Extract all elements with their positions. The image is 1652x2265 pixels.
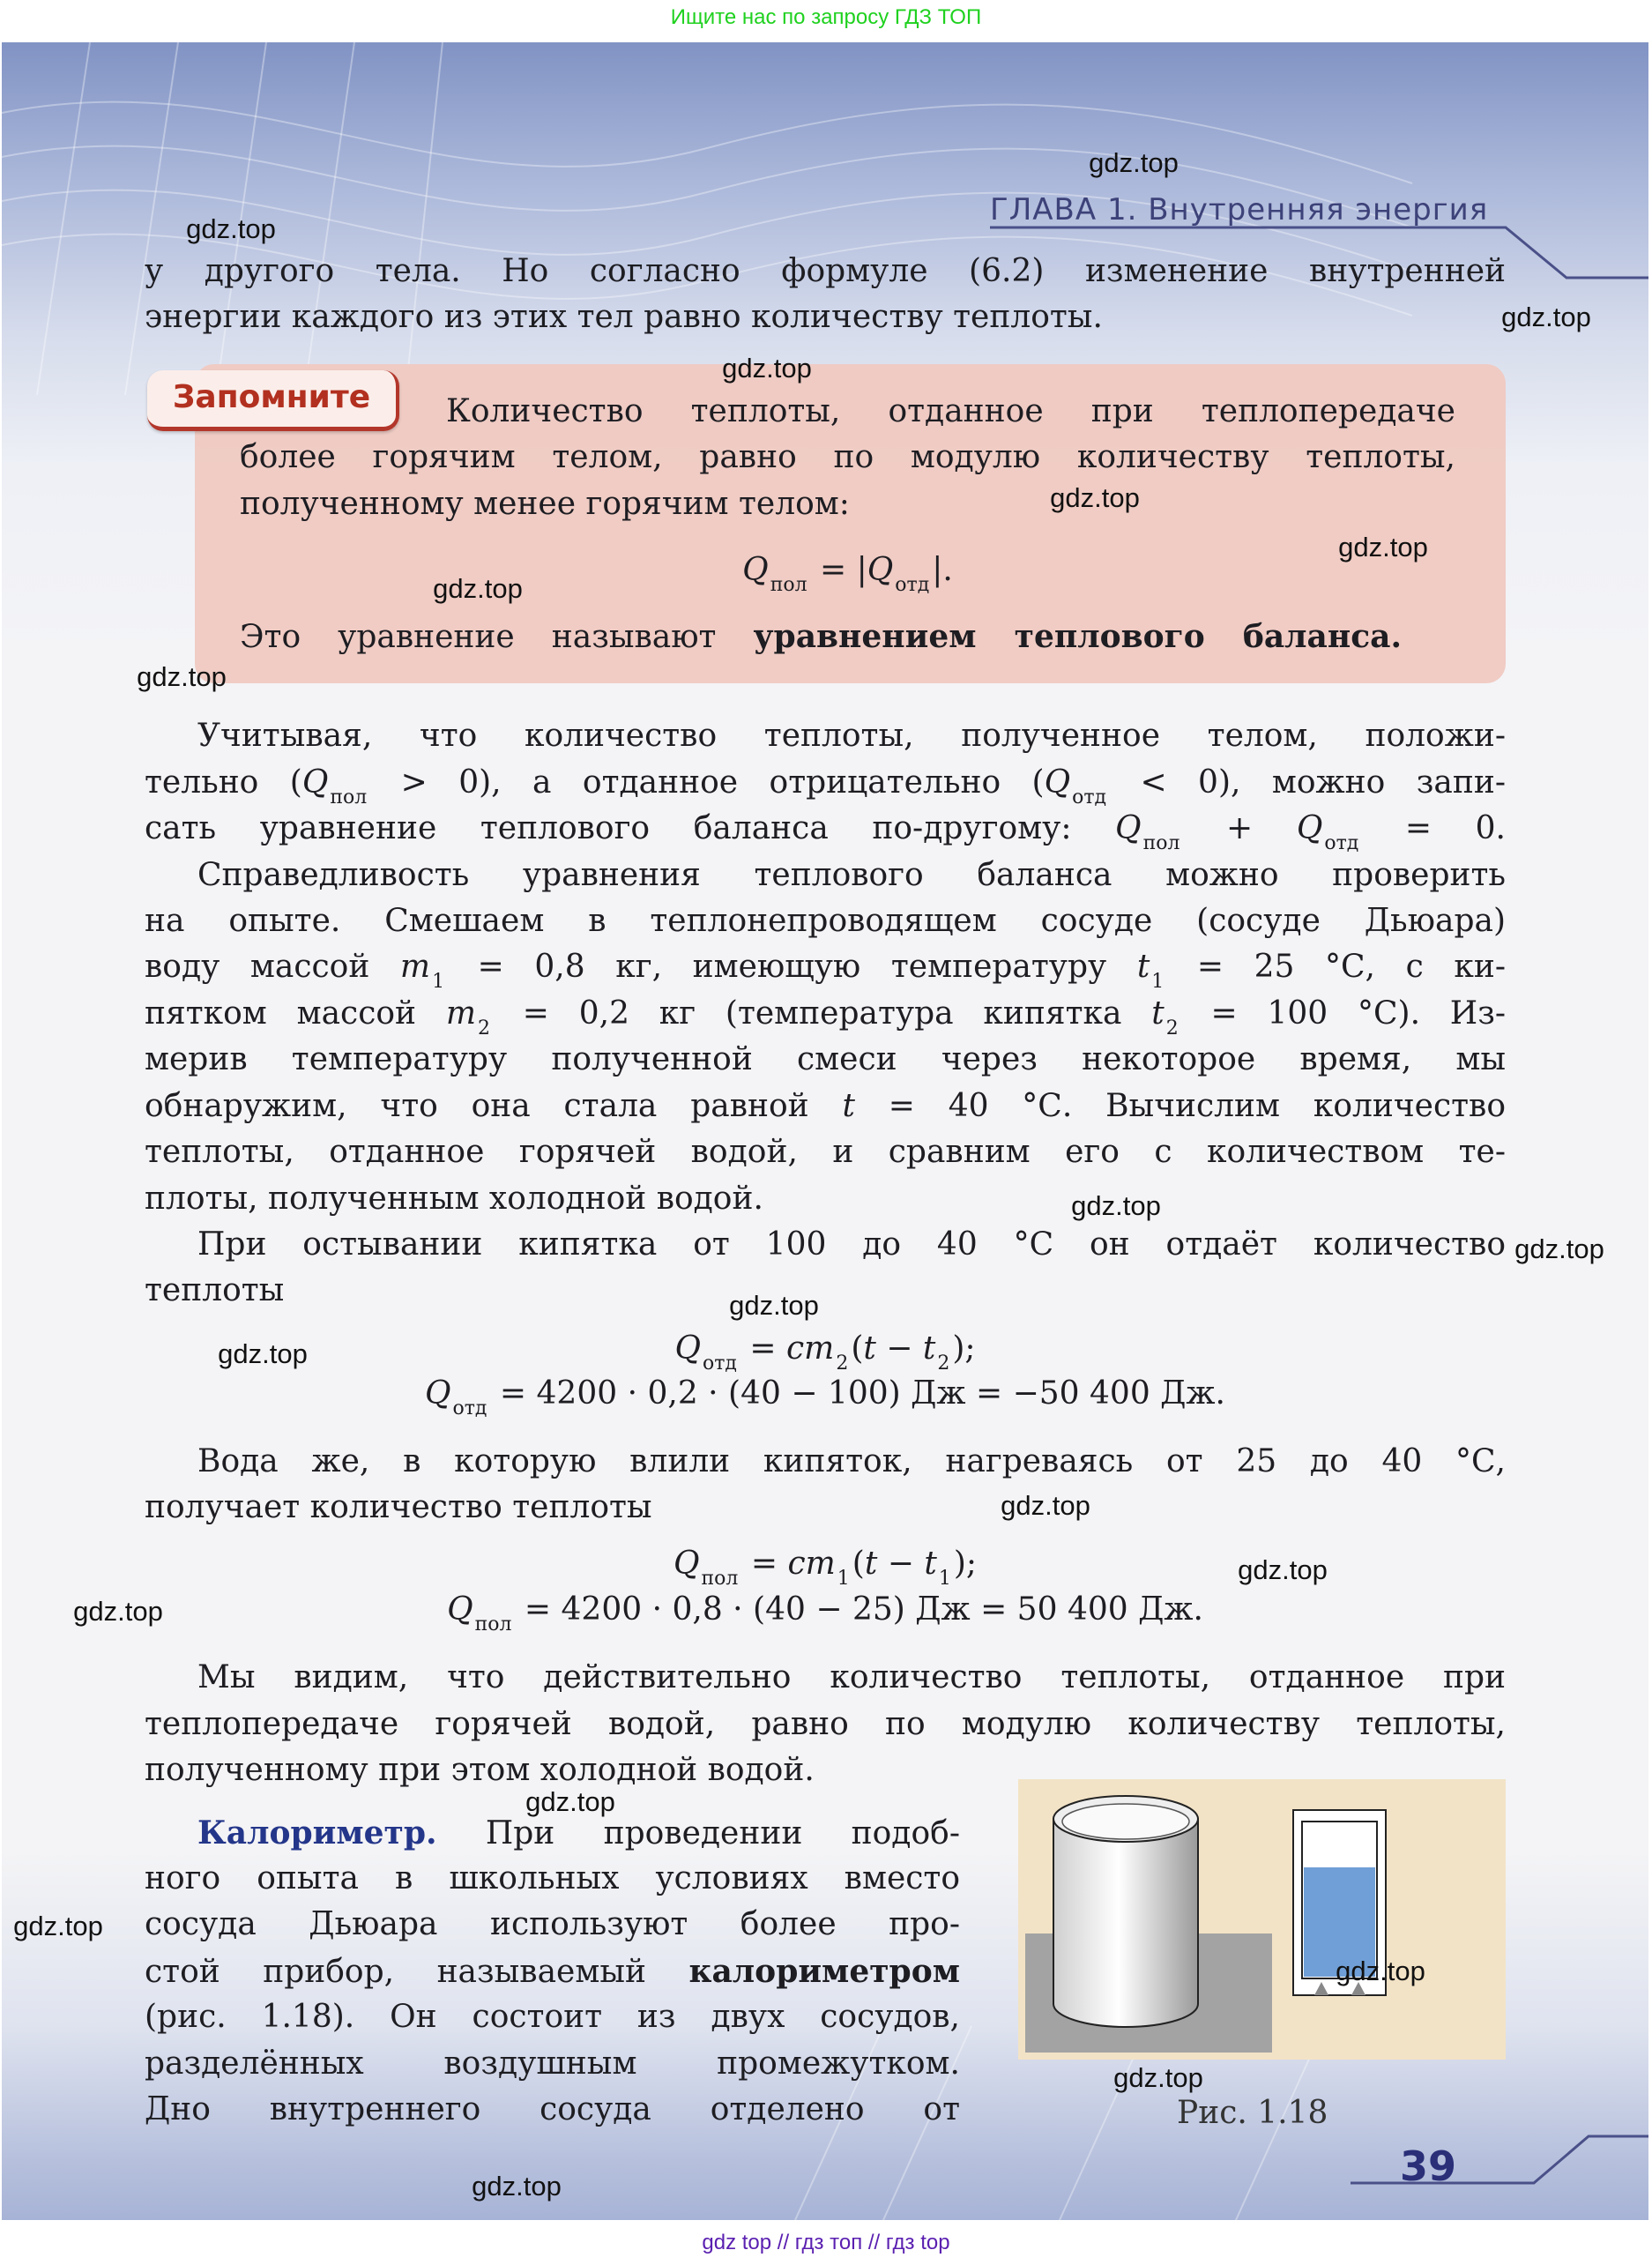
text-run: t (864, 1546, 878, 1582)
text-run: тельно ( (145, 764, 302, 801)
text-line (145, 1856, 960, 1902)
text-run: обнаружим, что она стала равной (145, 1088, 843, 1124)
subscript: 2 (937, 1352, 950, 1375)
text-line (145, 2087, 960, 2133)
formula-line (145, 1587, 1506, 1633)
text-line (240, 481, 1455, 527)
text-run: теплоты (145, 1272, 285, 1308)
watermark: gdz.top (433, 573, 523, 604)
text-run: Q (1296, 810, 1323, 846)
text-line (240, 614, 1402, 659)
text-run: Вода же, в которую влили кипяток, нагреваясь от 25 до 40 °С, (197, 1443, 1506, 1479)
subscript: 2 (477, 1017, 490, 1039)
text-run: Q (1044, 764, 1071, 801)
watermark: gdz.top (218, 1338, 308, 1369)
text-run: Количество теплоты, отданное при теплопередаче (446, 393, 1455, 429)
calorimeter-figure (1018, 1779, 1506, 2060)
text-line (145, 898, 1506, 944)
text-run: у другого тела. Но согласно формуле (6.2) изменение внутренней (145, 253, 1506, 289)
text-line (145, 294, 1506, 340)
text-run: (рис. 1.18). Он состоит из двух сосудов, (145, 1999, 960, 2035)
text-line (145, 1268, 1506, 1314)
section-keyword: Калориметр. (197, 1814, 437, 1851)
subscript: 2 (1165, 1017, 1179, 1039)
text-run: полученному менее горячим телом: (240, 486, 850, 522)
text-run: разделённых воздушным промежутком. (145, 2045, 960, 2082)
text-line (446, 389, 1455, 435)
text-run: Q (447, 1591, 473, 1628)
watermark: gdz.top (1514, 1233, 1604, 1264)
watermark: gdz.top (1501, 302, 1591, 332)
text-run: пятком массой (145, 995, 446, 1032)
text-run: + (1182, 810, 1297, 846)
subscript: пол (701, 1568, 739, 1590)
text-run: − (875, 1330, 923, 1367)
text-run: Q (867, 552, 894, 588)
search-banner: Ищите нас по запросу ГДЗ ТОП (670, 5, 982, 29)
text-run: = (739, 1330, 786, 1367)
watermark: gdz.top (186, 213, 276, 244)
text-run: теплопередаче горячей водой, равно по модулю количеству теплоты, (145, 1706, 1506, 1742)
text-run: t (863, 1330, 876, 1367)
text-run: стой прибор, называемый (145, 1954, 689, 1990)
text-run: энергии каждого из этих тел равно количеству теплоты. (145, 299, 1103, 335)
subscript: 1 (1151, 971, 1165, 993)
page-number: 39 (1400, 2142, 1457, 2190)
text-line (145, 1129, 1506, 1175)
text-line (145, 2041, 960, 2087)
text-run: Q (674, 1330, 701, 1367)
subscript: пол (474, 1613, 512, 1635)
text-run: > 0), а отданное отрицательно ( (369, 764, 1045, 801)
chapter-header: ГЛАВА 1. Внутренняя энергия (990, 192, 1489, 227)
text-line (145, 760, 1506, 806)
remember-label: Запомните (147, 370, 399, 431)
text-run: cm (786, 1330, 835, 1367)
text-line (145, 1176, 1506, 1222)
text-run: = 0. (1361, 810, 1506, 846)
text-run: Справедливость уравнения теплового баланса можно проверить (197, 857, 1506, 893)
text-run: Q (424, 1375, 451, 1412)
text-line (197, 1655, 1506, 1701)
text-run: = 40 °С. Вычислим количество (854, 1088, 1506, 1124)
watermark: gdz.top (13, 1911, 103, 1941)
text-run: Q (673, 1546, 700, 1582)
watermark: gdz.top (722, 353, 812, 384)
text-run: получает количество теплоты (145, 1489, 652, 1525)
formula-line (145, 1326, 1506, 1375)
subscript: 1 (432, 971, 445, 993)
text-run: При остывании кипятка от 100 до 40 °С он отдаёт количество (197, 1226, 1506, 1263)
text-run: на опыте. Смешаем в теплонепроводящем сосуде (сосуде Дьюара) (145, 903, 1506, 939)
text-run: ( (852, 1546, 865, 1582)
text-run: теплоты, отданное горячей водой, и сравним его с количеством те- (145, 1134, 1506, 1170)
text-run: ); (953, 1546, 977, 1582)
text-run: t (924, 1546, 937, 1582)
text-run: |. (932, 552, 953, 588)
text-run: ного опыта в школьных условиях вместо (145, 1860, 960, 1896)
text-run: Учитывая, что количество теплоты, полученное телом, положи- (197, 718, 1506, 754)
heat-balance-formula (240, 548, 1455, 596)
watermark: gdz.top (1071, 1190, 1161, 1221)
text-run: cm (787, 1546, 836, 1582)
text-run: = 4200 · 0,8 · (40 − 25) Дж = 50 400 Дж. (514, 1591, 1203, 1628)
subscript: 1 (837, 1568, 850, 1590)
text-line (145, 1084, 1506, 1129)
text-run: ); (952, 1330, 976, 1367)
subscript: отд (895, 574, 930, 596)
watermark: gdz.top (73, 1596, 163, 1627)
text-run: = (740, 1546, 788, 1582)
text-run: Мы видим, что действительно количество теплоты, отданное при (197, 1659, 1506, 1695)
watermark: gdz.top (1338, 532, 1428, 563)
watermark: gdz.top (1113, 2062, 1203, 2093)
text-line (145, 1702, 1506, 1747)
text-run: Это уравнение называют (240, 619, 754, 655)
watermark: gdz.top (525, 1786, 615, 1817)
subscript: отд (702, 1352, 737, 1375)
watermark: gdz.top (472, 2171, 562, 2202)
text-run: При проведении подоб- (436, 1815, 960, 1851)
text-line (145, 1902, 960, 1948)
text-run: калориметром (688, 1953, 960, 1990)
text-run: t (922, 1330, 936, 1367)
text-run: Q (742, 552, 769, 588)
text-run: мерив температуру полученной смеси через некоторое время, мы (145, 1041, 1506, 1077)
text-line (145, 1037, 1506, 1083)
text-run: воду массой (145, 949, 400, 985)
text-line (145, 1948, 960, 1994)
text-run: t (1136, 949, 1150, 985)
watermark: gdz.top (137, 661, 227, 692)
subscript: отд (452, 1397, 487, 1419)
watermark: gdz.top (1050, 482, 1140, 513)
text-line (145, 1485, 1506, 1531)
subscript: отд (1324, 832, 1359, 854)
text-run: t (842, 1088, 855, 1124)
text-line (197, 1222, 1506, 1268)
text-run: = | (809, 552, 867, 588)
text-run: = 100 °С). Из- (1180, 995, 1506, 1032)
subscript: отд (1072, 786, 1107, 808)
text-run: сосуда Дьюара используют более про- (145, 1906, 960, 1942)
formula-line (145, 1371, 1506, 1417)
text-run: < 0), можно запи- (1109, 764, 1506, 801)
text-run: сать уравнение теплового баланса по-другому: (145, 810, 1116, 846)
text-line (240, 435, 1455, 481)
text-run: = 25 °С, с ки- (1166, 949, 1507, 985)
watermark: gdz.top (729, 1290, 819, 1321)
subscript: пол (1142, 832, 1180, 854)
text-line (145, 806, 1506, 852)
subscript: 1 (938, 1568, 951, 1590)
text-run: Q (301, 764, 329, 801)
text-run: = 0,8 кг, имеющую температуру (447, 949, 1137, 985)
text-run: уравнением теплового баланса. (753, 618, 1402, 655)
page-number-rule (1351, 2136, 1648, 2183)
watermark: gdz.top (1001, 1490, 1090, 1521)
text-run: Дно внутреннего сосуда отделено от (145, 2091, 960, 2127)
watermark: gdz.top (1238, 1554, 1328, 1585)
text-run: = 4200 · 0,2 · (40 − 100) Дж = −50 400 Дж. (489, 1375, 1225, 1412)
text-line (145, 991, 1506, 1037)
text-run: m (399, 949, 431, 985)
text-run: Q (1115, 810, 1142, 846)
text-line (145, 944, 1507, 993)
figure-caption: Рис. 1.18 (1177, 2095, 1328, 2131)
text-line (197, 853, 1506, 898)
footer-links[interactable]: gdz top // гдз топ // гдз top (702, 2231, 950, 2254)
subscript: 2 (836, 1352, 849, 1375)
text-run: m (445, 995, 476, 1032)
text-run: более горячим телом, равно по модулю количеству теплоты, (240, 439, 1455, 475)
text-run: плоты, полученным холодной водой. (145, 1181, 763, 1217)
watermark: gdz.top (1089, 147, 1179, 178)
text-line (145, 1994, 960, 2040)
text-run: − (877, 1546, 925, 1582)
text-run: полученному при этом холодной водой. (145, 1752, 815, 1788)
text-run: = 0,2 кг (температура кипятка (492, 995, 1152, 1032)
text-run: t (1151, 995, 1165, 1032)
text-line (197, 713, 1506, 759)
text-line (197, 1439, 1506, 1485)
watermark: gdz.top (1336, 1956, 1425, 1986)
text-run: ( (851, 1330, 864, 1367)
subscript: пол (330, 786, 368, 808)
subscript: пол (770, 574, 807, 596)
text-line (145, 249, 1506, 294)
